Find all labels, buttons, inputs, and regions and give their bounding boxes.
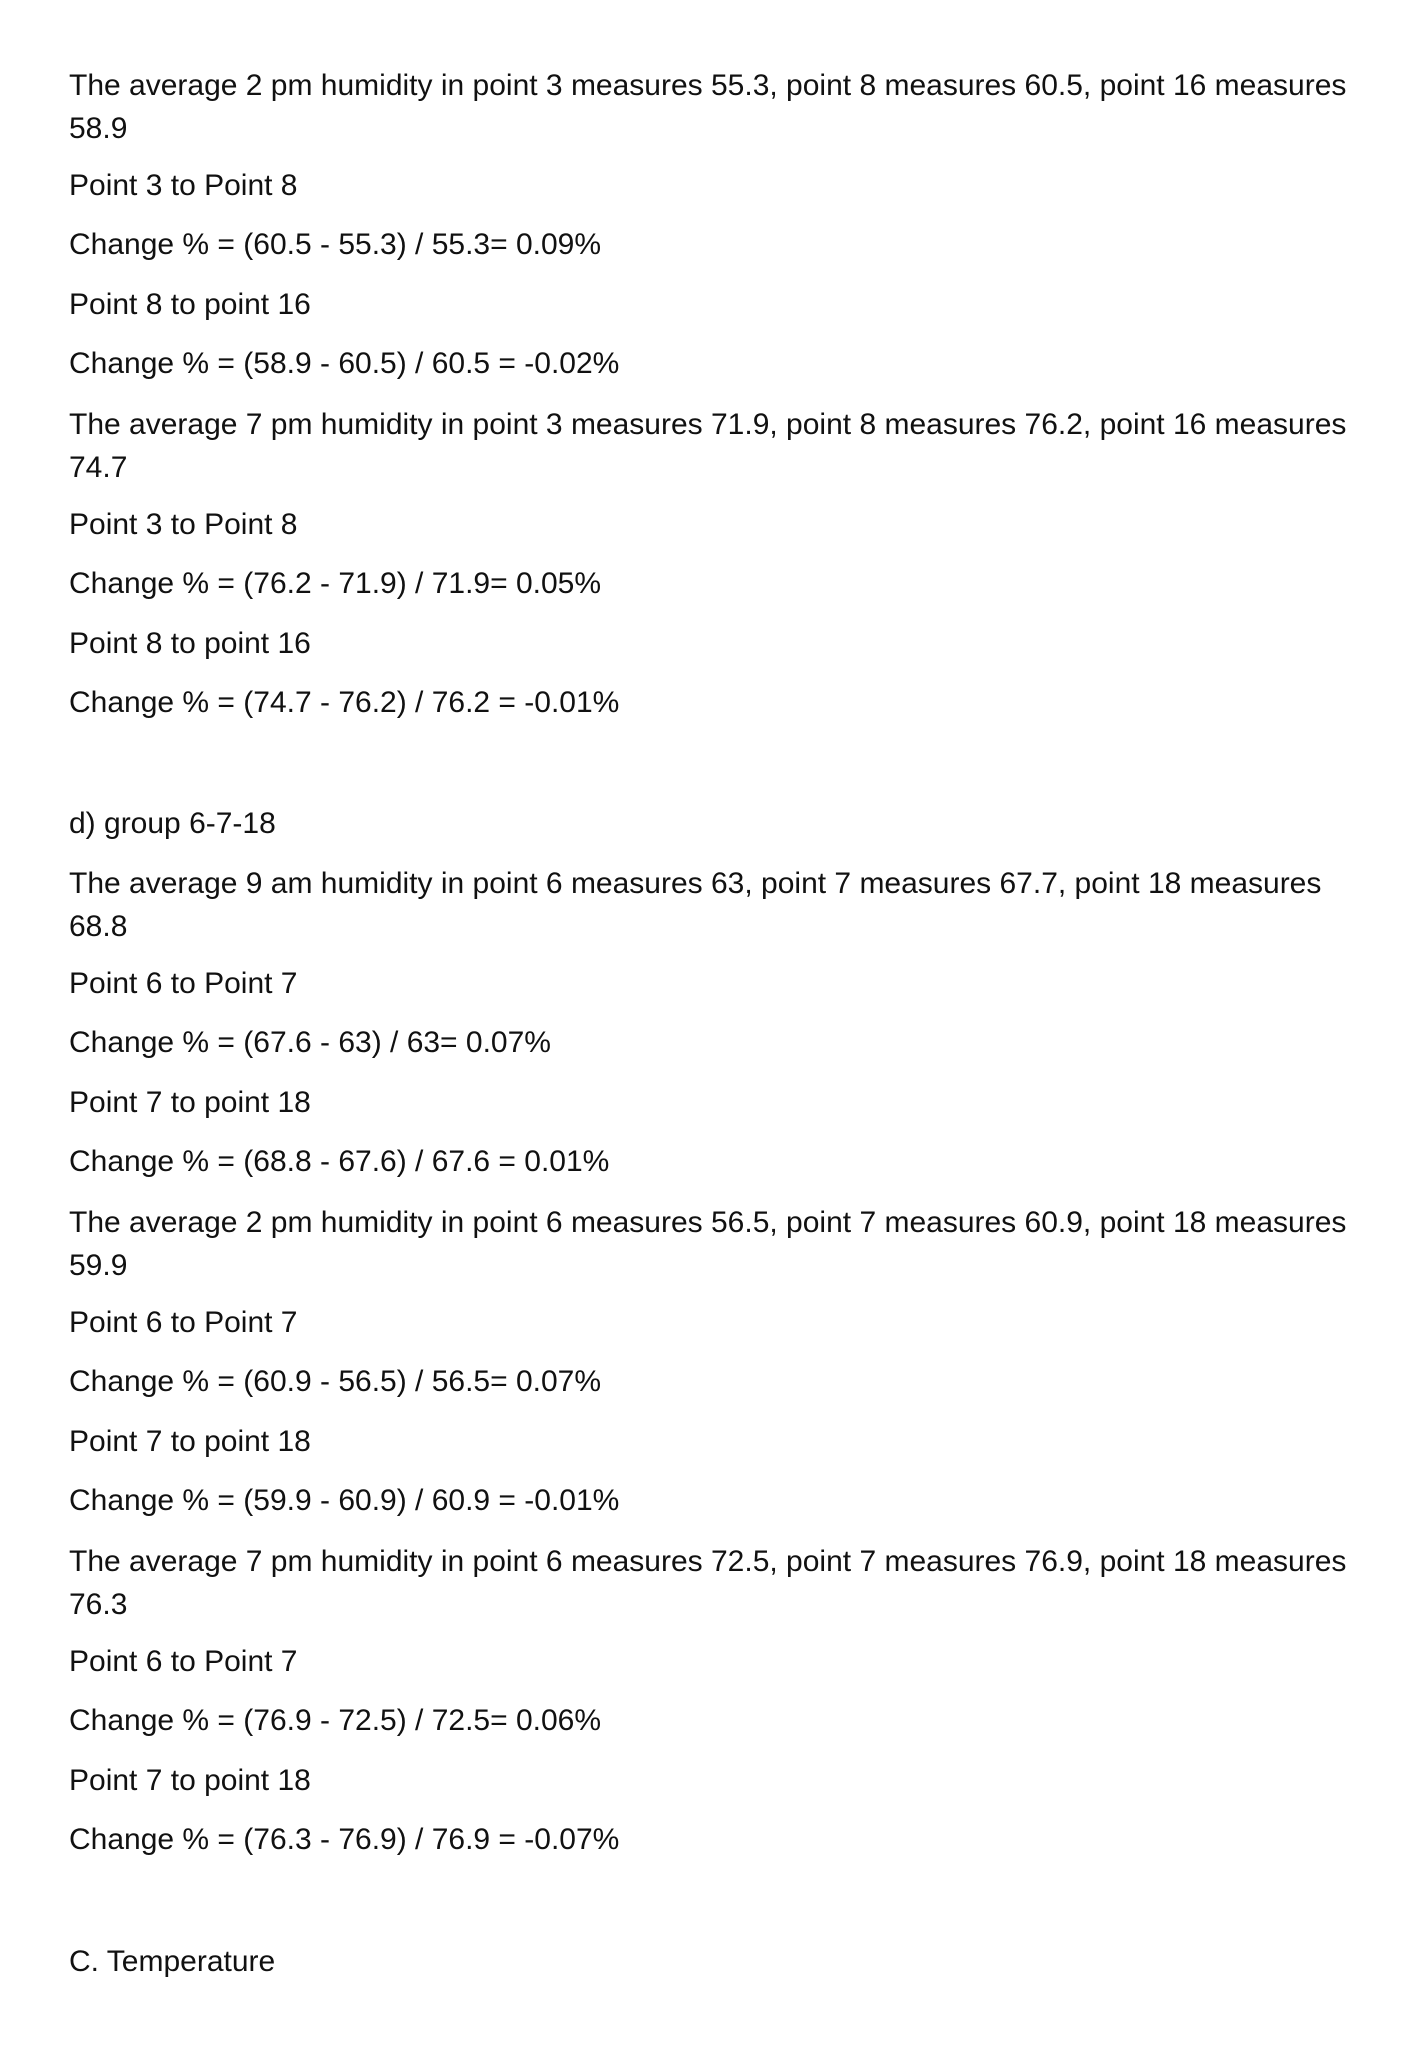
paragraph-2pm-humidity-group-6-7-18: The average 2 pm humidity in point 6 measures 56.5, point 7 measures 60.9, point 18 measures 59.9 — [69, 1206, 1347, 1282]
paragraph-7pm-humidity-group-6-7-18: The average 7 pm humidity in point 6 measures 72.5, point 7 measures 76.9, point 18 measures 76.3 — [69, 1545, 1347, 1621]
line-point-8-to-16: Point 8 to point 16 — [69, 627, 311, 660]
section-heading-group-6-7-18: d) group 6-7-18 — [69, 807, 276, 840]
line-change-7pm-6-7: Change % = (76.9 - 72.5) / 72.5= 0.06% — [69, 1704, 602, 1737]
line-point-3-to-8: Point 3 to Point 8 — [69, 508, 298, 541]
line-change-9am-7-18: Change % = (68.8 - 67.6) / 67.6 = 0.01% — [69, 1145, 610, 1178]
line-change-7pm-3-8: Change % = (76.2 - 71.9) / 71.9= 0.05% — [69, 567, 602, 600]
line-change-2pm-6-7: Change % = (60.9 - 56.5) / 56.5= 0.07% — [69, 1365, 602, 1398]
document-page — [69, 0, 1369, 2055]
section-heading-temperature: C. Temperature — [69, 1945, 276, 1978]
line-point-6-to-7: Point 6 to Point 7 — [69, 1306, 298, 1339]
line-change-7pm-7-18: Change % = (76.3 - 76.9) / 76.9 = -0.07% — [69, 1823, 620, 1856]
line-point-8-to-16: Point 8 to point 16 — [69, 288, 311, 321]
line-point-3-to-8: Point 3 to Point 8 — [69, 169, 298, 202]
line-change-2pm-7-18: Change % = (59.9 - 60.9) / 60.9 = -0.01% — [69, 1484, 620, 1517]
line-point-7-to-18: Point 7 to point 18 — [69, 1425, 311, 1458]
paragraph-7pm-humidity-group-3-8-16: The average 7 pm humidity in point 3 measures 71.9, point 8 measures 76.2, point 16 measures 74.7 — [69, 408, 1347, 484]
line-point-7-to-18: Point 7 to point 18 — [69, 1764, 311, 1797]
line-change-9am-6-7: Change % = (67.6 - 63) / 63= 0.07% — [69, 1026, 551, 1059]
line-point-7-to-18: Point 7 to point 18 — [69, 1086, 311, 1119]
paragraph-9am-humidity-group-6-7-18: The average 9 am humidity in point 6 measures 63, point 7 measures 67.7, point 18 measures 68.8 — [69, 867, 1322, 943]
line-point-6-to-7: Point 6 to Point 7 — [69, 1645, 298, 1678]
line-change-2pm-3-8: Change % = (60.5 - 55.3) / 55.3= 0.09% — [69, 228, 602, 261]
paragraph-2pm-humidity-group-3-8-16: The average 2 pm humidity in point 3 measures 55.3, point 8 measures 60.5, point 16 measures 58.9 — [69, 69, 1347, 145]
line-change-2pm-8-16: Change % = (58.9 - 60.5) / 60.5 = -0.02% — [69, 347, 620, 380]
line-change-7pm-8-16: Change % = (74.7 - 76.2) / 76.2 = -0.01% — [69, 686, 620, 719]
line-point-6-to-7: Point 6 to Point 7 — [69, 967, 298, 1000]
